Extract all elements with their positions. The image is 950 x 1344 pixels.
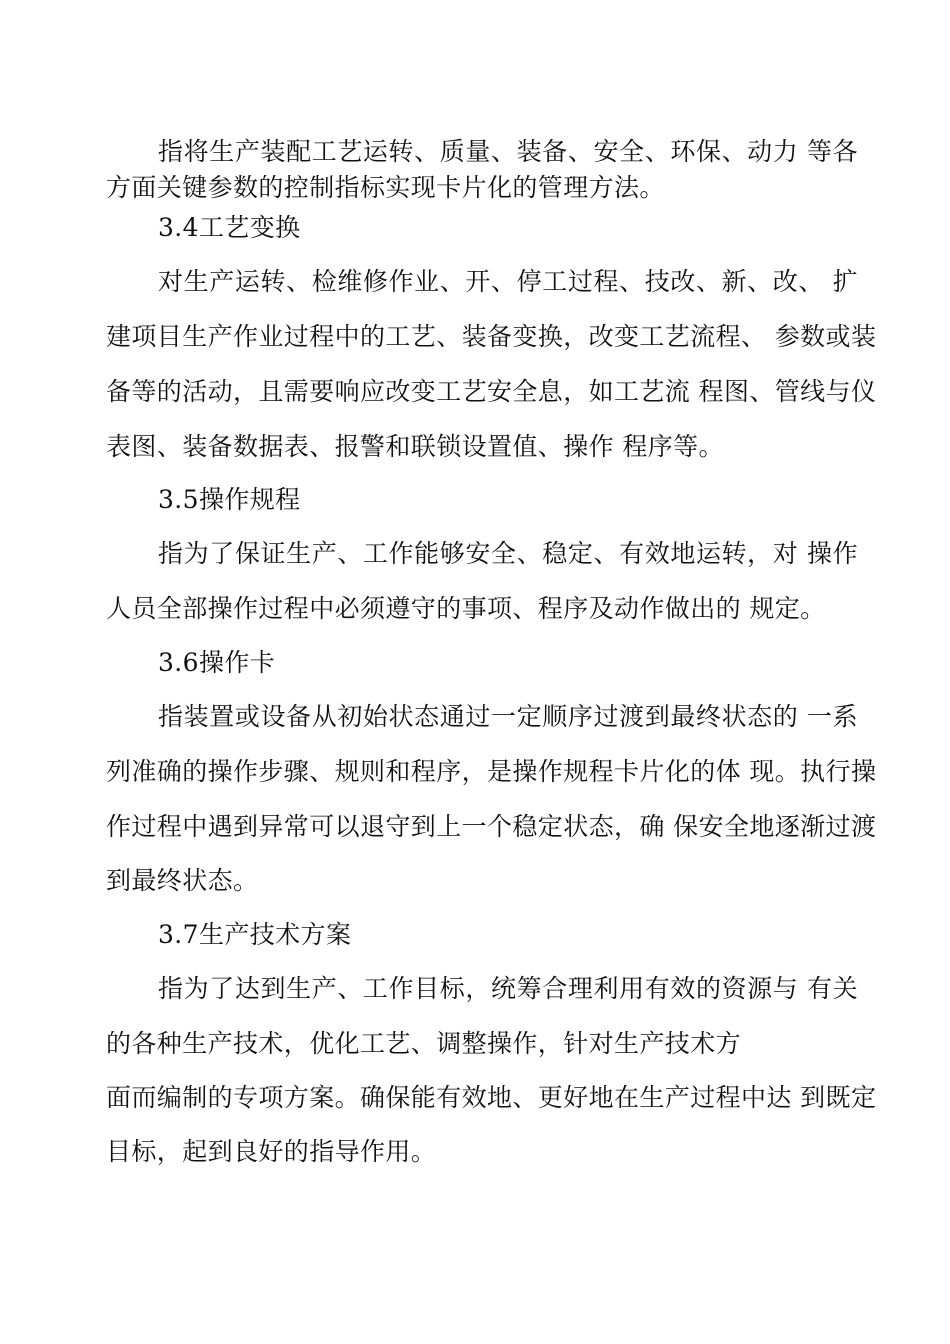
section-heading: 3.5操作规程 xyxy=(158,485,301,514)
paragraph-line: 人员全部操作过程中必须遵守的事项、程序及动作做出的 规定。 xyxy=(106,594,826,623)
paragraph-line: 方面关键参数的控制指标实现卡片化的管理方法。 xyxy=(106,173,665,202)
paragraph-line: 的各种生产技术，优化工艺、调整操作，针对生产技术方 xyxy=(106,1029,742,1058)
paragraph-line: 作过程中遇到异常可以退守到上一个稳定状态，确 保安全地逐渐过渡 xyxy=(106,812,877,841)
paragraph-line: 对生产运转、检维修作业、开、停工过程、技改、新、改、 扩 xyxy=(158,267,858,296)
paragraph-line: 指装置或设备从初始状态通过一定顺序过渡到最终状态的 一系 xyxy=(158,702,858,731)
section-heading: 3.7生产技术方案 xyxy=(158,920,352,949)
section-heading: 3.4工艺变换 xyxy=(158,213,301,242)
paragraph-line: 列准确的操作步骤、规则和程序，是操作规程卡片化的体 现。执行操 xyxy=(106,757,877,786)
paragraph-line: 建项目生产作业过程中的工艺、装备变换，改变工艺流程、 参数或装 xyxy=(106,322,877,351)
paragraph-line: 指为了保证生产、工作能够安全、稳定、有效地运转，对 操作 xyxy=(158,539,858,568)
paragraph-line: 指为了达到生产、工作目标，统筹合理利用有效的资源与 有关 xyxy=(158,974,858,1003)
paragraph-line: 指将生产装配工艺运转、质量、装备、安全、环保、动力 等各 xyxy=(158,137,858,166)
section-heading: 3.6操作卡 xyxy=(158,648,276,677)
paragraph-line: 面而编制的专项方案。确保能有效地、更好地在生产过程中达 到既定 xyxy=(106,1083,877,1112)
paragraph-line: 到最终状态。 xyxy=(106,866,259,895)
paragraph-line: 备等的活动，且需要响应改变工艺安全息，如工艺流 程图、管线与仪 xyxy=(106,377,877,406)
paragraph-line: 目标，起到良好的指导作用。 xyxy=(106,1137,437,1166)
paragraph-line: 表图、装备数据表、报警和联锁设置值、操作 程序等。 xyxy=(106,432,724,461)
